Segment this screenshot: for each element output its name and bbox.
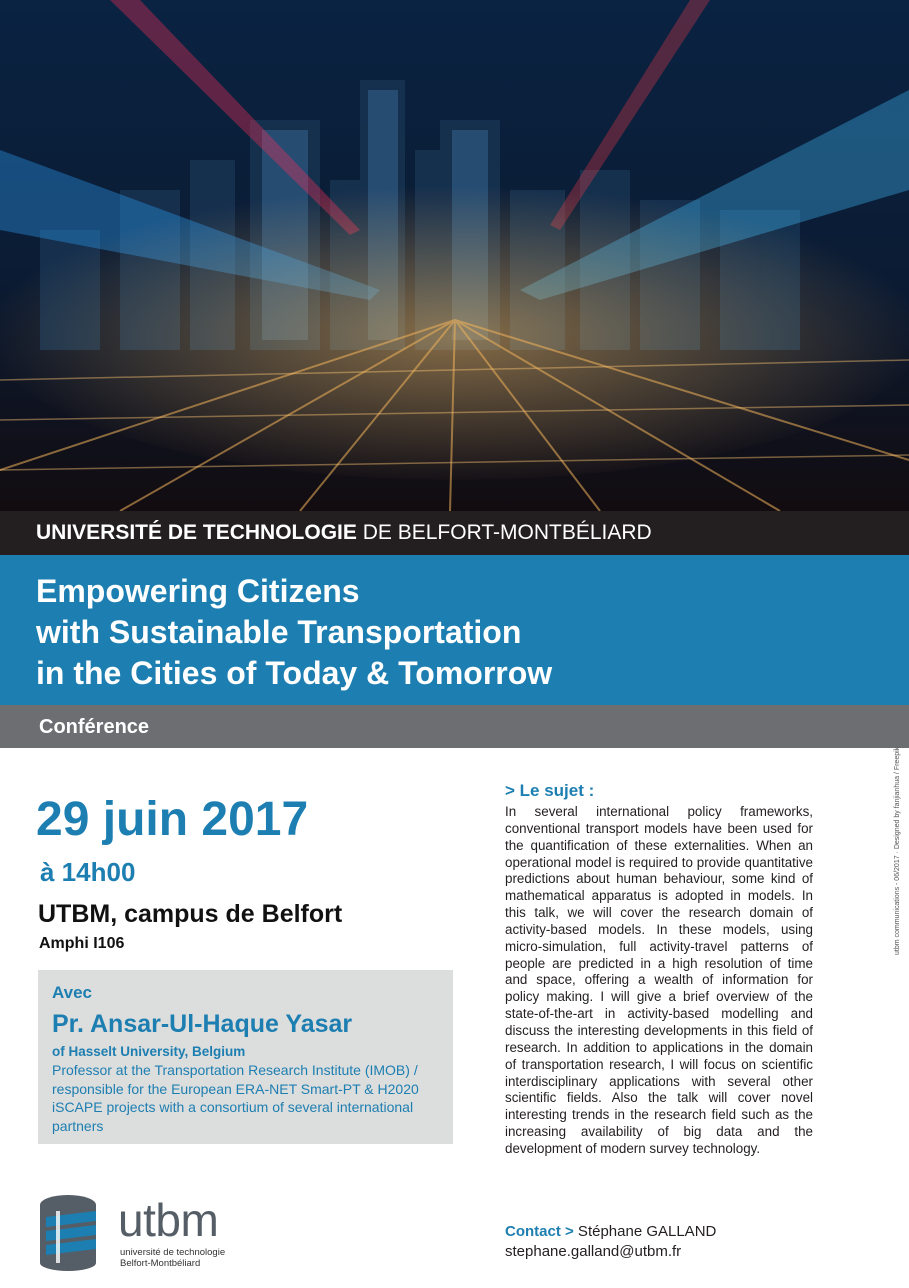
- university-name-bold: UNIVERSITÉ DE TECHNOLOGIE: [36, 521, 357, 544]
- title-line-1: Empowering Citizens: [36, 573, 360, 609]
- event-time: à 14h00: [40, 857, 136, 887]
- event-room: Amphi I106: [39, 935, 125, 952]
- speaker-role: Professor at the Transportation Research Institute (IMOB) / responsible for the European ERA-NET Smart-PT & H2020 iSCAPE projects with a consortium of several international partners: [52, 1062, 419, 1134]
- topic-heading: > Le sujet :: [505, 781, 595, 800]
- event-type-label: Conférence: [39, 716, 150, 738]
- title-band: [0, 555, 909, 705]
- contact-name: Stéphane GALLAND: [573, 1223, 717, 1240]
- speaker-intro: Avec: [52, 983, 93, 1002]
- event-type-band: [0, 705, 909, 748]
- logo-subtitle: [120, 1247, 225, 1269]
- speaker-affiliation: of Hasselt University, Belgium: [52, 1044, 246, 1059]
- contact-email[interactable]: stephane.galland@utbm.fr: [505, 1243, 682, 1260]
- university-band: [0, 511, 909, 555]
- speaker-box: [38, 970, 453, 1144]
- logo-subtitle-line-2: Belfort-Montbéliard: [120, 1258, 201, 1269]
- contact-label: Contact >: [505, 1223, 574, 1240]
- hero-city-image: [0, 0, 909, 511]
- logo-subtitle-line-1: université de technologie: [120, 1247, 226, 1258]
- topic-body: In several international policy frameworks, conventional transport models have been used for the quantification of these externalities. When an operational model is required to provide quantitative predictions about human behaviour, some kind of mathematical apparatus is adopted in models. In this talk, we will cover the research domain of activity-based models. In these models, using micro-simulation, full activity-travel patterns of people are predicted in a high resolution of time and space, offering a wealth of information for policy making. I will give a brief overview of the state-of-the-art in activity-based modelling and discuss the interesting developments in this field of research. In addition to applications in the domain of transportation research, I will focus on scientific interdisciplinary applications with several other scientific fields. Also the talk will cover novel interesting trends in the research field such as the increasing availability of big data and the development of modern survey technology.: [505, 804, 813, 1156]
- event-place: UTBM, campus de Belfort: [38, 900, 343, 928]
- university-name-rest: DE BELFORT-MONTBÉLIARD: [356, 521, 652, 544]
- contact-line: [505, 1222, 716, 1241]
- logo-wordmark: utbm: [118, 1194, 219, 1246]
- utbm-logo-icon: [38, 1193, 110, 1273]
- utbm-logo: [38, 1193, 248, 1273]
- speaker-name: Pr. Ansar-Ul-Haque Yasar: [52, 1010, 353, 1038]
- title-line-2: with Sustainable Transportation: [36, 614, 522, 650]
- title-line-3: in the Cities of Today & Tomorrow: [36, 655, 553, 691]
- design-credit: utbm communications - 06/2017 · Designed by fanjianhua / Freepik: [894, 746, 901, 955]
- event-date: 29 juin 2017: [36, 793, 309, 846]
